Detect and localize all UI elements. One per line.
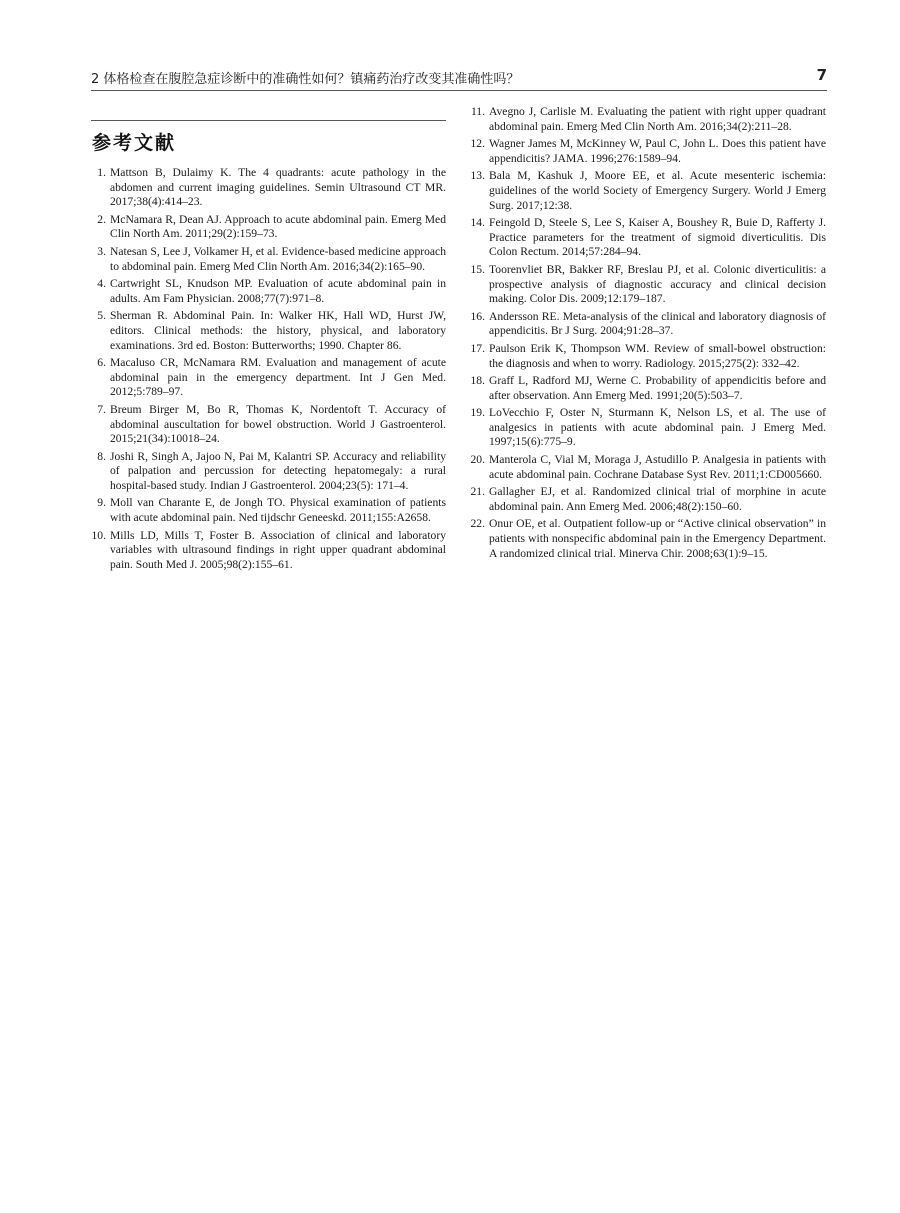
reference-text: Bala M, Kashuk J, Moore EE, et al. Acute mesenteric ischemia: guidelines of the world Society of Emergency Surgery. World J Emerg Surg. 2017;12:38.	[489, 169, 826, 212]
reference-item	[91, 403, 446, 447]
reference-number: 10.	[91, 528, 106, 542]
reference-item	[91, 277, 446, 306]
reference-text: Wagner James M, McKinney W, Paul C, John L. Does this patient have appendicitis? JAMA. 1996;276:1589–94.	[489, 137, 826, 165]
reference-number: 9.	[97, 496, 106, 510]
reference-number: 1.	[97, 166, 106, 179]
reference-text: Paulson Erik K, Thompson WM. Review of small-bowel obstruction: the diagnosis and when to worry. Radiology. 2015;275(2): 332–42.	[489, 341, 826, 370]
reference-item	[471, 263, 826, 307]
reference-number: 19.	[470, 406, 485, 420]
reference-text: Gallagher EJ, et al. Randomized clinical trial of morphine in acute abdominal pain. Ann Emerg Med. 2006;48(2):150–60.	[489, 485, 826, 513]
reference-number: 3.	[97, 244, 106, 258]
reference-text: Andersson RE. Meta-analysis of the clinical and laboratory diagnosis of appendicitis. Br J Surg. 2004;91:28–37.	[489, 309, 826, 338]
reference-text: Mattson B, Dulaimy K. The 4 quadrants: acute pathology in the abdomen and current imaging guidelines. Semin Ultrasound CT MR. 2017;38(4):414–23.	[110, 166, 446, 209]
reference-text: Mills LD, Mills T, Foster B. Association of clinical and laboratory variables with ultrasound findings in right upper quadrant abdominal pain. South Med J. 2005;98(2):155–61.	[110, 528, 446, 571]
reference-item	[91, 450, 446, 494]
reference-number: 14.	[470, 216, 485, 230]
reference-number: 16.	[470, 309, 485, 323]
reference-number: 7.	[97, 402, 106, 416]
reference-item	[471, 137, 826, 166]
reference-item	[471, 406, 826, 450]
reference-item	[471, 216, 826, 260]
reference-number: 12.	[470, 137, 485, 151]
reference-number: 2.	[97, 212, 106, 226]
reference-text: Manterola C, Vial M, Moraga J, Astudillo P. Analgesia in patients with acute abdominal pain. Cochrane Database Syst Rev. 2011;1:CD005660.	[489, 453, 826, 481]
reference-item	[91, 496, 446, 525]
reference-text: Macaluso CR, McNamara RM. Evaluation and management of acute abdominal pain in the emergency department. Int J Gen Med. 2012;5:789–97.	[110, 356, 446, 399]
reference-number: 20.	[470, 453, 485, 467]
running-title: 2 体格检查在腹腔急症诊断中的准确性如何？镇痛药治疗改变其准确性吗？	[91, 72, 520, 87]
reference-item	[471, 342, 826, 371]
reference-text: Cartwright SL, Knudson MP. Evaluation of acute abdominal pain in adults. Am Fam Physician. 2008;77(7):971–8.	[110, 277, 446, 305]
reference-number: 22.	[470, 517, 485, 531]
references-right-column	[471, 105, 826, 564]
reference-item	[471, 485, 826, 514]
reference-item	[91, 245, 446, 274]
reference-text: Graff L, Radford MJ, Werne C. Probability of appendicitis before and after observation. Ann Emerg Med. 1991;20(5):503–7.	[489, 374, 826, 402]
page-number: 7	[816, 66, 827, 84]
reference-text: Onur OE, et al. Outpatient follow-up or “Active clinical observation” in patients with nonspecific abdominal pain in the Emergency Department. A randomized clinical trial. Minerva Chir. 2008;63(1):9–15.	[489, 517, 826, 560]
reference-number: 21.	[470, 485, 485, 499]
reference-item	[471, 169, 826, 213]
reference-text: Joshi R, Singh A, Jajoo N, Pai M, Kalantri SP. Accuracy and reliability of palpation and percussion for detecting hepatomegaly: a rural hospital-based study. Indian J Gastroenterol. 2004;23(5): 171–4.	[110, 449, 446, 492]
reference-text: Toorenvliet BR, Bakker RF, Breslau PJ, et al. Colonic diverticulitis: a prospective analysis of diagnostic accuracy and clinical decision making. Color Dis. 2009;12:179–187.	[489, 262, 826, 306]
reference-text: McNamara R, Dean AJ. Approach to acute abdominal pain. Emerg Med Clin North Am. 2011;29(2):159–73.	[110, 212, 446, 241]
reference-text: Moll van Charante E, de Jongh TO. Physical examination of patients with acute abdominal pain. Ned tijdschr Geneeskd. 2011;155:A2658.	[110, 496, 446, 525]
section-rule	[91, 120, 446, 121]
reference-item	[471, 453, 826, 482]
reference-item	[91, 309, 446, 353]
reference-number: 4.	[97, 277, 106, 291]
reference-text: Breum Birger M, Bo R, Thomas K, Nordentoft T. Accuracy of abdominal auscultation for bowel obstruction. World J Gastroenterol. 2015;21(34):10018–24.	[110, 402, 446, 446]
reference-text: Feingold D, Steele S, Lee S, Kaiser A, Boushey R, Buie D, Rafferty J. Practice parameters for the treatment of sigmoid diverticulitis. Dis Colon Rectum. 2014;57:284–94.	[489, 216, 826, 259]
reference-item	[91, 356, 446, 400]
reference-item	[471, 517, 826, 561]
reference-text: LoVecchio F, Oster N, Sturmann K, Nelson LS, et al. The use of analgesics in patients with acute abdominal pain. J Emerg Med. 1997;15(6):775–9.	[489, 406, 826, 449]
reference-item	[471, 374, 826, 403]
running-header	[91, 68, 827, 90]
reference-item	[91, 166, 446, 210]
reference-number: 5.	[97, 309, 106, 323]
reference-number: 15.	[470, 262, 485, 276]
reference-text: Natesan S, Lee J, Volkamer H, et al. Evidence-based medicine approach to abdominal pain. Emerg Med Clin North Am. 2016;34(2):165–90.	[110, 244, 446, 273]
reference-text: Sherman R. Abdominal Pain. In: Walker HK, Hall WD, Hurst JW, editors. Clinical methods: the history, physical, and laboratory examinations. 3rd ed. Boston: Butterworths; 1990. Chapter 86.	[110, 309, 446, 352]
reference-item	[91, 529, 446, 573]
reference-item	[471, 310, 826, 339]
reference-number: 18.	[470, 374, 485, 388]
reference-number: 17.	[470, 341, 485, 355]
reference-number: 13.	[470, 169, 485, 183]
header-rule	[91, 90, 827, 91]
reference-number: 8.	[97, 449, 106, 463]
reference-item	[91, 213, 446, 242]
reference-number: 6.	[97, 356, 106, 370]
reference-text: Avegno J, Carlisle M. Evaluating the patient with right upper quadrant abdominal pain. Emerg Med Clin North Am. 2016;34(2):211–28.	[489, 105, 826, 133]
reference-number: 11.	[470, 105, 485, 118]
references-left-column	[91, 166, 446, 575]
reference-item	[471, 105, 826, 134]
section-title: 参考文献	[92, 132, 177, 154]
